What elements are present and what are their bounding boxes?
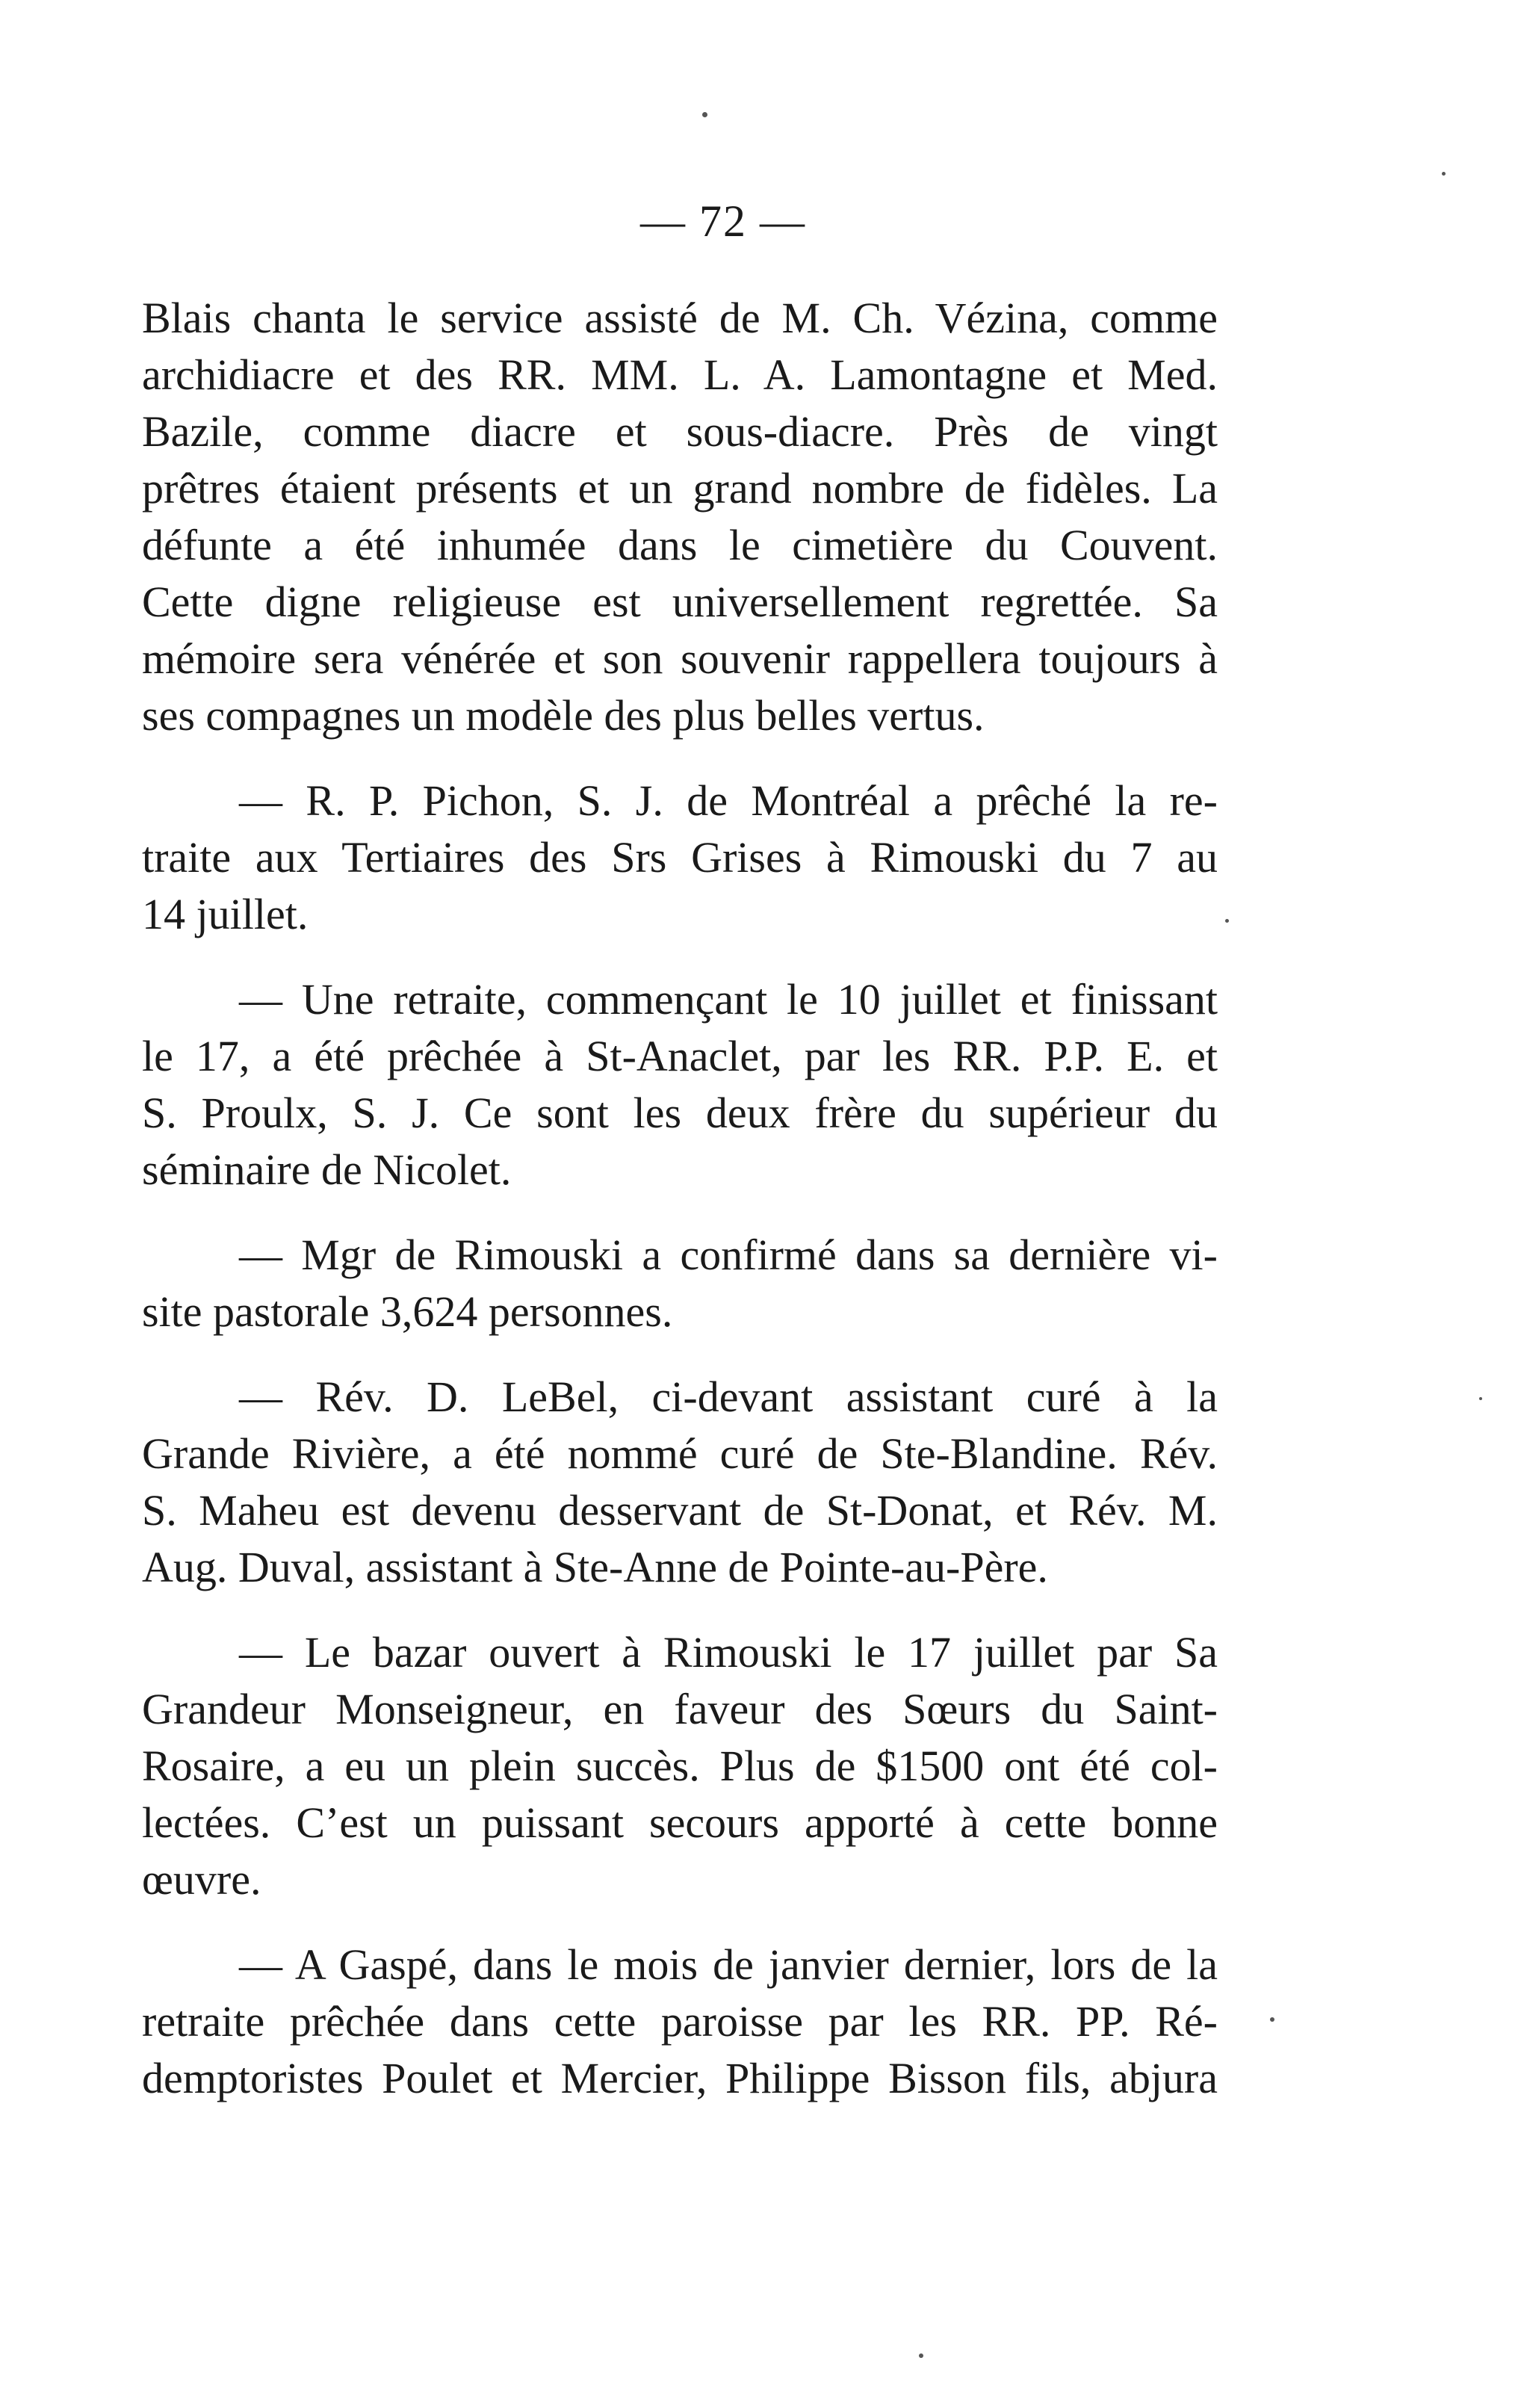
text-line: Bazile, comme diacre et sous-diacre. Près de vingt xyxy=(142,407,1218,456)
text-line: Blais chanta le service assisté de M. Ch. Vézina, comme xyxy=(142,294,1218,342)
scan-speck xyxy=(919,2353,923,2358)
text-line: Grandeur Monseigneur, en faveur des Sœurs du Saint- xyxy=(142,1685,1218,1733)
news-item-retraite-st-anaclet xyxy=(142,971,1218,1198)
news-item-gaspe xyxy=(142,1937,1218,2107)
text-line: lectées. C’est un puissant secours apporté à cette bonne xyxy=(142,1798,1218,1847)
text-line: — Mgr de Rimouski a confirmé dans sa dernière vi- xyxy=(239,1231,1218,1279)
text-line: séminaire de Nicolet. xyxy=(142,1145,512,1194)
text-line: — Une retraite, commençant le 10 juillet et finissant xyxy=(239,975,1218,1024)
page-number: — 72 — xyxy=(640,196,806,246)
text-line: 14 juillet. xyxy=(142,890,309,938)
text-line: — Rév. D. LeBel, ci-devant assistant curé à la xyxy=(239,1372,1218,1421)
news-item-confirmation xyxy=(142,1227,1218,1340)
paragraph-continuation xyxy=(142,290,1218,744)
text-line: mémoire sera vénérée et son souvenir rappellera toujours à xyxy=(142,634,1218,683)
scan-speck xyxy=(1270,2017,1274,2022)
text-line: archidiacre et des RR. MM. L. A. Lamontagne et Med. xyxy=(142,350,1218,399)
text-line: traite aux Tertiaires des Srs Grises à Rimouski du 7 au xyxy=(142,833,1218,882)
text-line: Rosaire, a eu un plein succès. Plus de $1500 ont été col- xyxy=(142,1742,1218,1790)
news-item-nominations xyxy=(142,1369,1218,1596)
text-line: prêtres étaient présents et un grand nombre de fidèles. La xyxy=(142,464,1218,513)
scan-speck xyxy=(1442,172,1446,176)
text-line: demptoristes Poulet et Mercier, Philippe Bisson fils, abjura xyxy=(142,2054,1218,2102)
text-line: le 17, a été prêchée à St-Anaclet, par les RR. P.P. E. et xyxy=(142,1032,1218,1080)
news-item-pichon xyxy=(142,773,1218,943)
scan-speck xyxy=(702,112,707,117)
text-line: S. Proulx, S. J. Ce sont les deux frère du supérieur du xyxy=(142,1089,1218,1137)
text-line: Grande Rivière, a été nommé curé de Ste-Blandine. Rév. xyxy=(142,1429,1218,1478)
text-line: — R. P. Pichon, S. J. de Montréal a prêché la re- xyxy=(239,776,1218,825)
news-item-bazar xyxy=(142,1624,1218,1908)
text-line: Cette digne religieuse est universellement regrettée. Sa xyxy=(142,578,1218,626)
text-line: œuvre. xyxy=(142,1855,261,1904)
text-line: site pastorale 3,624 personnes. xyxy=(142,1287,673,1336)
scan-speck xyxy=(1225,919,1229,923)
body-text xyxy=(142,290,1218,2107)
scan-speck xyxy=(1479,1397,1482,1400)
text-line: Aug. Duval, assistant à Ste-Anne de Pointe-au-Père. xyxy=(142,1543,1048,1591)
text-line: retraite prêchée dans cette paroisse par les RR. PP. Ré- xyxy=(142,1997,1218,2046)
text-line: — A Gaspé, dans le mois de janvier dernier, lors de la xyxy=(239,1940,1218,1989)
text-line: S. Maheu est devenu desservant de St-Donat, et Rév. M. xyxy=(142,1486,1218,1535)
text-line: défunte a été inhumée dans le cimetière du Couvent. xyxy=(142,521,1218,569)
text-line: — Le bazar ouvert à Rimouski le 17 juillet par Sa xyxy=(239,1628,1218,1677)
text-line: ses compagnes un modèle des plus belles vertus. xyxy=(142,691,985,740)
